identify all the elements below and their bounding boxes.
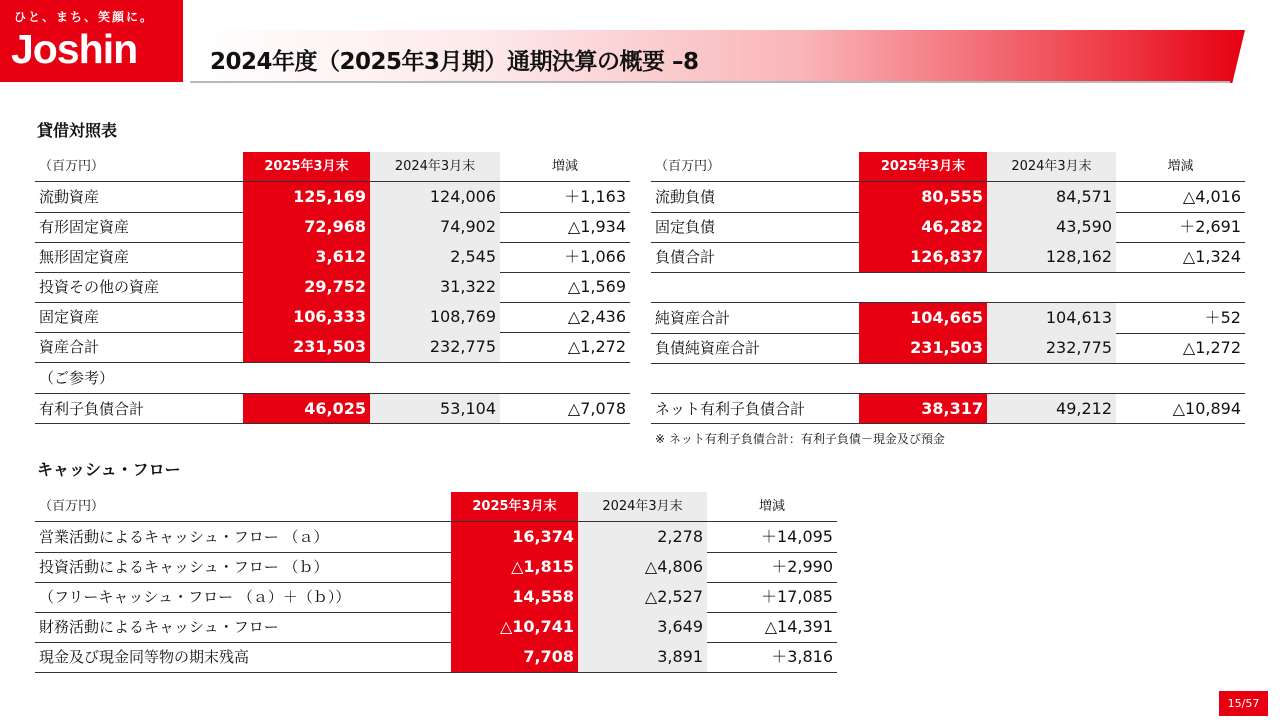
row-label: 投資その他の資産 [39,278,160,296]
current-value: △10,741 [451,612,578,642]
change-value: △2,436 [567,307,626,326]
bs-right-col-change: 増減 [1167,159,1194,174]
row-label: 流動負債 [655,188,716,206]
bs-left-col-current: 2025年3月末 [243,152,370,182]
row-divider [651,423,1245,424]
current-value: 231,503 [859,333,987,363]
page-title: 2024年度（2025年3月期）通期決算の概要 –8 [210,49,699,75]
bs-right-unit: （百万円） [655,159,721,174]
row-label: 有形固定資産 [39,218,130,236]
prior-value: 2,278 [578,522,707,552]
current-value: 46,282 [859,212,987,242]
prior-value: 2,545 [370,242,500,272]
row-label: 営業活動によるキャッシュ・フロー （ａ） [39,528,329,546]
row-divider [651,363,1245,364]
prior-value: △4,806 [578,552,707,582]
current-value: 16,374 [451,522,578,552]
cf-row [35,522,837,552]
row-divider [651,272,1245,273]
row-divider [35,393,630,394]
row-label: ネット有利子負債合計 [655,400,806,418]
bs-left-header [35,152,630,182]
bs-left-unit: （百万円） [39,159,105,174]
row-label: （フリーキャッシュ・フロー （ａ）＋（ｂ）） [39,588,351,606]
prior-value: 108,769 [370,302,500,332]
change-value: △1,272 [567,337,626,356]
bs-left-row [35,302,630,332]
bs-right-row [651,242,1245,272]
prior-value: 43,590 [987,212,1116,242]
change-value: △1,934 [567,217,626,236]
row-divider [651,393,1245,394]
bs-right-col-prior: 2024年3月末 [987,152,1116,182]
joshin-logo [0,0,183,82]
row-divider [35,423,630,424]
bs-right-row [651,212,1245,242]
current-value: 231,503 [243,332,370,362]
cf-row [35,612,837,642]
prior-value: 232,775 [987,333,1116,363]
current-value: 80,555 [859,182,987,212]
bs-right-header [651,152,1245,182]
change-value: △4,016 [1182,187,1241,206]
change-value: △7,078 [567,399,626,418]
change-value: ＋3,816 [771,647,833,666]
current-value: 104,665 [859,303,987,333]
change-value: △1,272 [1182,338,1241,357]
prior-value: 128,162 [987,242,1116,272]
bs-right-col-current: 2025年3月末 [859,152,987,182]
bs-left-row [35,272,630,302]
current-value: 7,708 [451,642,578,672]
cf-row [35,552,837,582]
cf-col-current: 2025年3月末 [451,492,578,522]
change-value: ＋2,691 [1179,217,1241,236]
prior-value: 84,571 [987,182,1116,212]
current-value: △1,815 [451,552,578,582]
prior-value: 232,775 [370,332,500,362]
row-label: 純資産合計 [655,309,731,327]
row-label: 現金及び現金同等物の期末残高 [39,648,250,666]
row-label: 流動資産 [39,188,100,206]
cash-flow-title: キャッシュ・フロー [37,460,181,479]
current-value: 38,317 [859,394,987,424]
row-divider [35,672,837,673]
change-value: ＋1,066 [564,247,626,266]
net-debt-note: ※ ネット有利子負債合計：有利子負債－現金及び預金 [655,432,945,446]
prior-value: 3,649 [578,612,707,642]
row-label: 無形固定資産 [39,248,130,266]
change-value: ＋2,990 [771,557,833,576]
page-number: 15/57 [1219,691,1268,716]
bs-left-row [35,332,630,362]
bs-right-row [651,303,1245,333]
bs-left-debt-row [35,394,630,424]
change-value: ＋52 [1204,308,1241,327]
cf-row [35,582,837,612]
bs-left-row [35,182,630,212]
bs-right-row [651,182,1245,212]
cf-col-change: 増減 [758,499,785,514]
change-value: △10,894 [1172,399,1241,418]
bs-left-col-prior: 2024年3月末 [370,152,500,182]
change-value: △1,324 [1182,247,1241,266]
cf-unit: （百万円） [39,499,105,514]
current-value: 106,333 [243,302,370,332]
reference-label: （ご参考） [39,369,115,387]
row-label: 有利子負債合計 [39,400,145,418]
logo-wordmark: Joshin [11,26,138,72]
title-underline [190,81,1230,83]
row-label: 負債純資産合計 [655,339,761,357]
prior-value: 104,613 [987,303,1116,333]
logo-tagline: ひと、まち、笑顔に。 [14,10,155,24]
row-label: 固定負債 [655,218,716,236]
row-label: 資産合計 [39,338,100,356]
change-value: ＋14,095 [761,527,833,546]
change-value: △14,391 [764,617,833,636]
current-value: 46,025 [243,394,370,424]
prior-value: △2,527 [578,582,707,612]
cf-header [35,492,837,522]
current-value: 72,968 [243,212,370,242]
change-value: ＋17,085 [761,587,833,606]
prior-value: 53,104 [370,394,500,424]
current-value: 14,558 [451,582,578,612]
row-label: 投資活動によるキャッシュ・フロー （ｂ） [39,558,329,576]
prior-value: 31,322 [370,272,500,302]
change-value: △1,569 [567,277,626,296]
current-value: 125,169 [243,182,370,212]
bs-right-row [651,333,1245,363]
bs-left-row [35,242,630,272]
row-label: 財務活動によるキャッシュ・フロー [39,618,279,636]
row-label: 固定資産 [39,308,100,326]
change-value: ＋1,163 [564,187,626,206]
cf-row [35,642,837,672]
prior-value: 74,902 [370,212,500,242]
current-value: 126,837 [859,242,987,272]
bs-right-net-debt-row [651,394,1245,424]
prior-value: 3,891 [578,642,707,672]
balance-sheet-title: 貸借対照表 [37,121,118,140]
row-label: 負債合計 [655,248,716,266]
cf-col-prior: 2024年3月末 [578,492,707,522]
current-value: 3,612 [243,242,370,272]
prior-value: 124,006 [370,182,500,212]
prior-value: 49,212 [987,394,1116,424]
bs-left-row [35,212,630,242]
bs-left-col-change: 増減 [551,159,578,174]
current-value: 29,752 [243,272,370,302]
